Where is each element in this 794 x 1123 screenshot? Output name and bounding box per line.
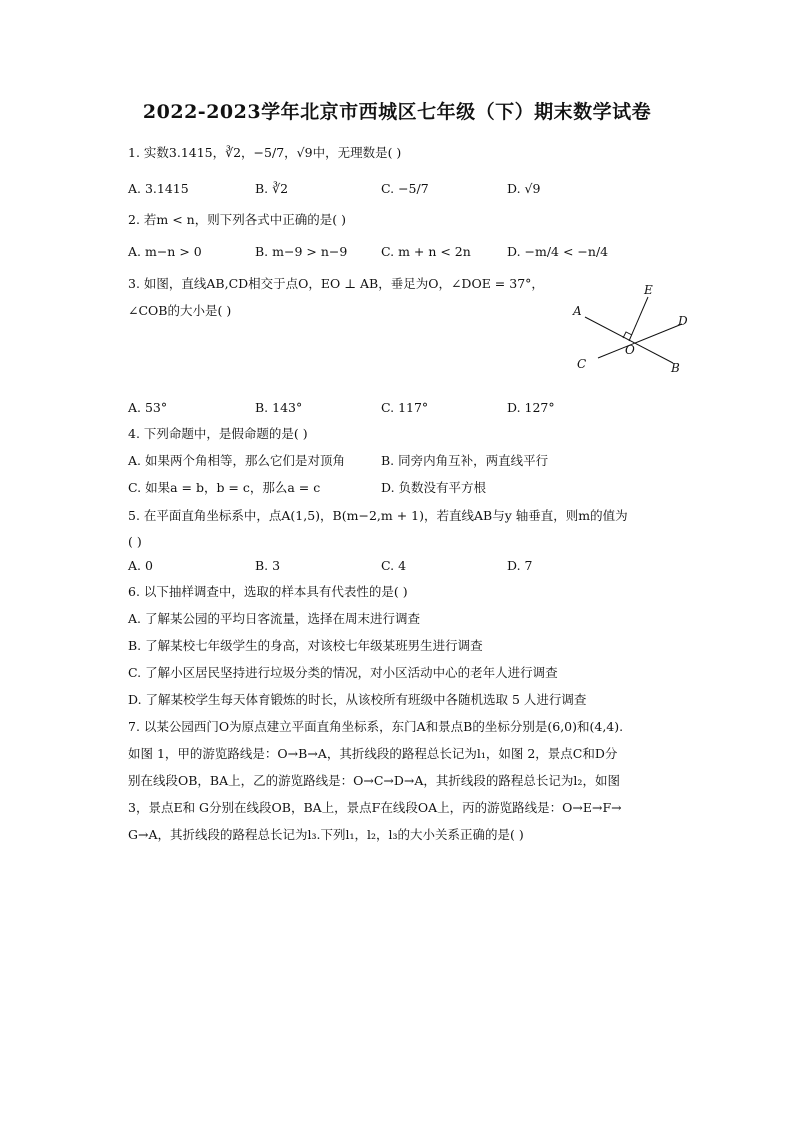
question-5-option-d: D. 7 (507, 558, 533, 573)
figure-label-e: E (644, 283, 653, 297)
question-7-stem-line-1: 7. 以某公园西门O为原点建立平面直角坐标系，东门A和景点B的坐标分别是(6,0)和(4,4). (128, 719, 624, 734)
question-5-option-c: C. 4 (381, 558, 407, 573)
intersecting-lines-figure (565, 280, 695, 380)
figure-label-d: D (678, 314, 688, 328)
question-4-option-c: C. 如果a = b，b = c，那么a = c (128, 480, 321, 495)
question-3-option-b: B. 143° (255, 400, 303, 415)
question-1-option-c: C. −5/7 (381, 181, 429, 196)
question-1-option-d: D. √9 (507, 181, 541, 196)
figure-label-b: B (671, 361, 680, 375)
question-2-option-b: B. m−9 > n−9 (255, 244, 348, 259)
question-6-stem: 6. 以下抽样调查中，选取的样本具有代表性的是( ) (128, 584, 408, 599)
question-4-stem: 4. 下列命题中，是假命题的是( ) (128, 426, 308, 441)
question-5-option-a: A. 0 (128, 558, 153, 573)
question-1-option-b: B. ∛2 (255, 181, 289, 196)
question-5-option-b: B. 3 (255, 558, 281, 573)
question-5-stem-line-2: ( ) (128, 534, 142, 549)
question-1-option-a: A. 3.1415 (128, 181, 189, 196)
question-2-option-a: A. m−n > 0 (128, 244, 202, 259)
question-6-option-d: D. 了解某校学生每天体育锻炼的时长，从该校所有班级中各随机选取 5 人进行调查 (128, 692, 587, 707)
question-6-option-c: C. 了解小区居民坚持进行垃圾分类的情况，对小区活动中心的老年人进行调查 (128, 665, 558, 680)
line-cd (598, 324, 682, 358)
figure-label-o: O (625, 343, 635, 357)
page-title: 2022-2023学年北京市西城区七年级（下）期末数学试卷 (142, 101, 652, 123)
question-7-stem-line-3: 别在线段OB，BA上，乙的游览路线是：O→C→D→A，其折线段的路程总长记为l₂，如图 (128, 773, 620, 788)
question-2-option-d: D. −m/4 < −n/4 (507, 244, 609, 259)
question-6-option-a: A. 了解某公园的平均日客流量，选择在周末进行调查 (128, 611, 420, 626)
question-5-stem-line-1: 5. 在平面直角坐标系中，点A(1,5)，B(m−2,m + 1)，若直线AB与y 轴垂直，则m的值为 (128, 508, 628, 523)
question-3-option-d: D. 127° (507, 400, 555, 415)
question-4-option-b: B. 同旁内角互补，两直线平行 (381, 453, 549, 468)
question-7-stem-line-4: 3，景点E和 G分别在线段OB，BA上，景点F在线段OA上，丙的游览路线是：O→E→F→ (128, 800, 622, 815)
question-2-option-c: C. m + n < 2n (381, 244, 471, 259)
question-1-stem: 1. 实数3.1415，∛2，−5/7，√9中，无理数是( ) (128, 145, 402, 160)
question-3-stem-line-2: ∠COB的大小是( ) (128, 303, 232, 318)
question-4-option-a: A. 如果两个角相等，那么它们是对顶角 (128, 453, 345, 468)
question-6-option-b: B. 了解某校七年级学生的身高，对该校七年级某班男生进行调查 (128, 638, 483, 653)
figure-label-c: C (577, 357, 587, 371)
question-7-stem-line-5: G→A，其折线段的路程总长记为l₃.下列l₁，l₂，l₃的大小关系正确的是( ) (128, 827, 524, 842)
question-2-stem: 2. 若m < n，则下列各式中正确的是( ) (128, 212, 346, 227)
figure-svg (565, 280, 695, 380)
question-3-option-a: A. 53° (128, 400, 168, 415)
question-7-stem-line-2: 如图 1，甲的游览路线是：O→B→A，其折线段的路程总长记为l₁，如图 2，景点C和D分 (128, 746, 618, 761)
question-3-option-c: C. 117° (381, 400, 429, 415)
figure-label-a: A (573, 304, 582, 318)
question-3-stem-line-1: 3. 如图，直线AB,CD相交于点O，EO ⊥ AB，垂足为O，∠DOE = 37°， (128, 276, 544, 291)
question-4-option-d: D. 负数没有平方根 (381, 480, 487, 495)
ray-oe (629, 297, 648, 341)
